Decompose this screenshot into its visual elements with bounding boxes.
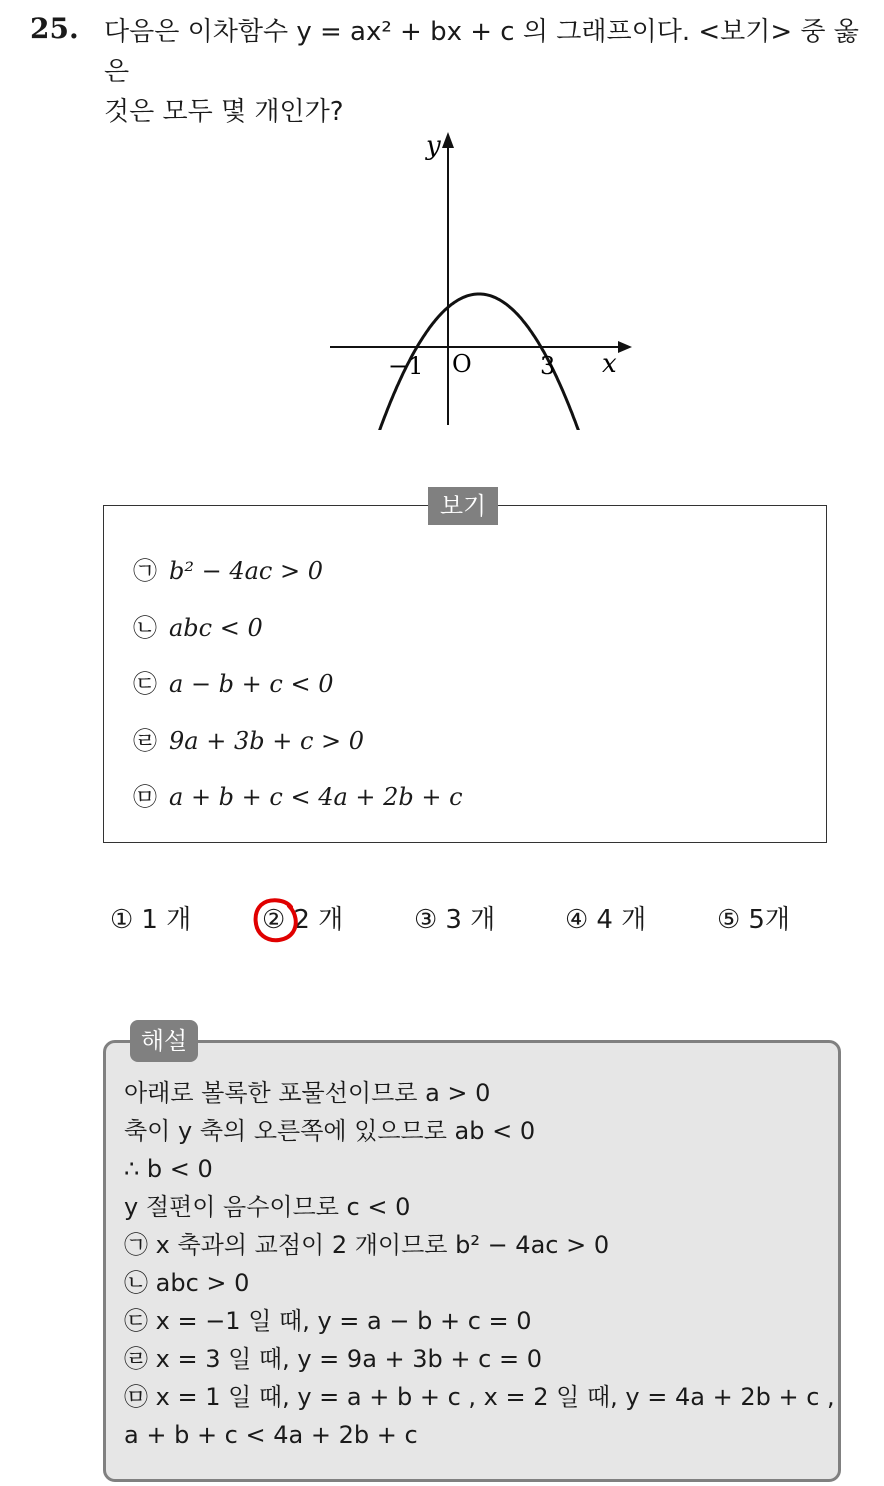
choice-number: ③ [414, 905, 438, 935]
y-axis-label: y [426, 131, 441, 161]
solution-tag: 해설 [130, 1020, 198, 1062]
bogi-item-3 [133, 667, 333, 701]
question-text [104, 12, 864, 132]
question-line-2: 것은 모두 몇 개인가? [104, 97, 344, 127]
bogi-item-5 [133, 780, 463, 814]
root-right-label: 3 [540, 352, 556, 380]
bogi-expr: a − b + c < 0 [169, 670, 334, 698]
bogi-expr: b² − 4ac > 0 [169, 557, 324, 585]
bogi-item-1 [133, 554, 323, 588]
solution-line-9: ㉤ x = 1 일 때, y = a + b + c , x = 2 일 때, y = 4a + 2b + c , [124, 1383, 835, 1411]
parabola-graph [320, 120, 640, 430]
choice-5[interactable] [717, 900, 790, 940]
question-number: 25. [30, 12, 79, 45]
choice-label: 3 개 [445, 905, 496, 935]
solution-line-8: ㉣ x = 3 일 때, y = 9a + 3b + c = 0 [124, 1345, 542, 1373]
solution-line-1: 아래로 볼록한 포물선이므로 a > 0 [124, 1079, 491, 1107]
choice-label: 5개 [748, 905, 790, 935]
bogi-mark: ㉡ [133, 614, 157, 642]
root-left-label: −1 [388, 352, 424, 380]
bogi-item-2 [133, 611, 263, 645]
solution-line-4: y 절편이 음수이므로 c < 0 [124, 1193, 411, 1221]
solution-line-3: ∴ b < 0 [124, 1155, 213, 1183]
bogi-expr: abc < 0 [169, 614, 263, 642]
choice-number: ② [262, 905, 286, 935]
choice-label: 1 개 [141, 905, 192, 935]
bogi-expr: 9a + 3b + c > 0 [169, 727, 365, 755]
bogi-mark: ㉠ [133, 557, 157, 585]
solution-line-6: ㉡ abc > 0 [124, 1269, 250, 1297]
choice-4[interactable] [565, 900, 646, 940]
solution-line-10: a + b + c < 4a + 2b + c [124, 1421, 418, 1449]
choice-number: ④ [565, 905, 589, 935]
x-axis-arrow [618, 341, 632, 353]
bogi-mark: ㉢ [133, 670, 157, 698]
solution-line-7: ㉢ x = −1 일 때, y = a − b + c = 0 [124, 1307, 532, 1335]
bogi-mark: ㉤ [133, 783, 157, 811]
choice-1[interactable] [110, 900, 191, 940]
bogi-mark: ㉣ [133, 727, 157, 755]
question-line-1: 다음은 이차함수 y = ax² + bx + c 의 그래프이다. <보기> 중 옳은 [104, 17, 859, 87]
origin-label: O [452, 350, 472, 378]
choice-number: ① [110, 905, 134, 935]
choice-number: ⑤ [717, 905, 741, 935]
answer-circle-mark [251, 895, 301, 945]
x-axis-label: x [602, 349, 617, 379]
solution-line-5: ㉠ x 축과의 교점이 2 개이므로 b² − 4ac > 0 [124, 1231, 610, 1259]
bogi-item-4 [133, 724, 364, 758]
choice-label: 2 개 [293, 905, 344, 935]
bogi-expr: a + b + c < 4a + 2b + c [169, 783, 463, 811]
choice-3[interactable] [414, 900, 495, 940]
solution-line-2: 축이 y 축의 오른쪽에 있으므로 ab < 0 [124, 1117, 536, 1145]
choice-label: 4 개 [596, 905, 647, 935]
y-axis-arrow [442, 132, 454, 148]
bogi-tag: 보기 [428, 487, 498, 525]
